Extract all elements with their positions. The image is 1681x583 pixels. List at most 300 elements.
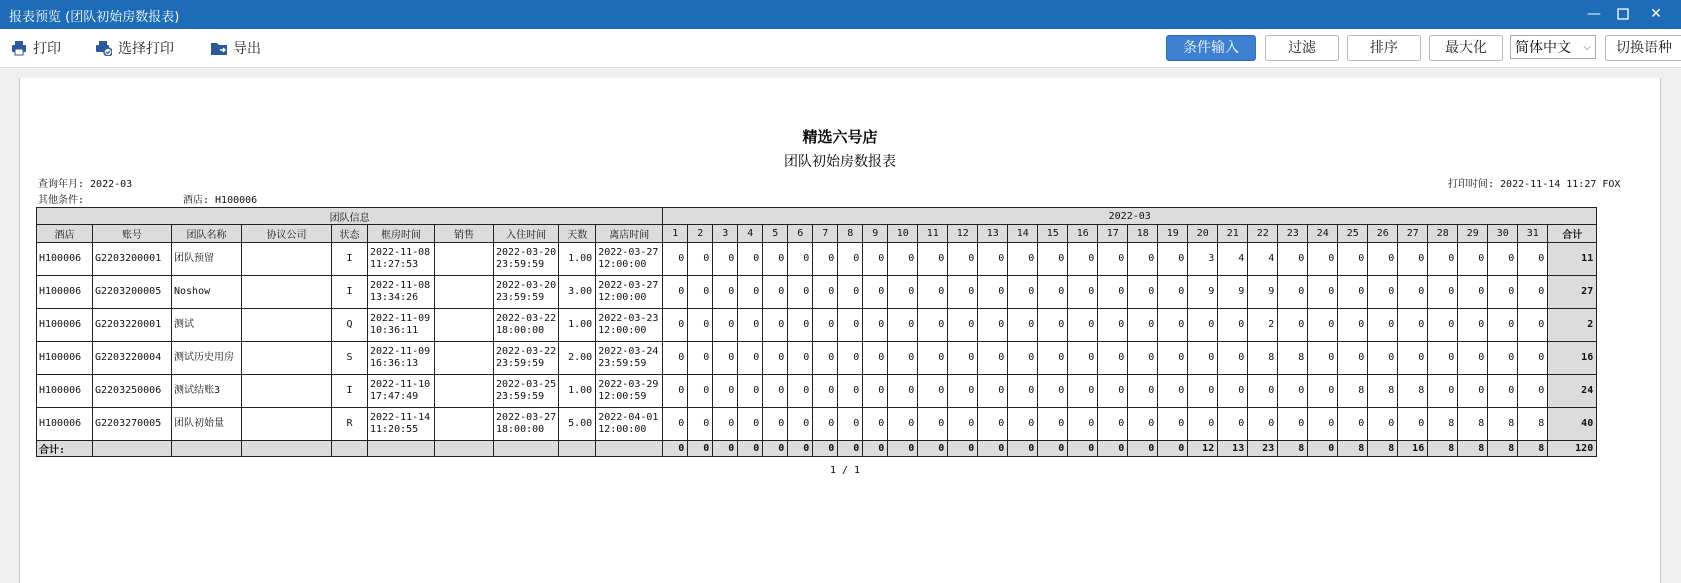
arrival-time-cell (494, 408, 559, 441)
group-info-header: 团队信息 (37, 208, 663, 225)
filter-button[interactable]: 过滤 (1265, 35, 1339, 61)
column-header: 销售 (435, 225, 494, 243)
day-value-cell: 0 (763, 342, 788, 375)
day-value-cell: 0 (1068, 408, 1098, 441)
arrival-time: 23:59:59 (496, 259, 545, 270)
days-cell: 1.00 (559, 309, 596, 342)
sum-day-cell: 0 (863, 441, 888, 457)
toolbar (0, 29, 1681, 68)
day-value-cell: 0 (713, 375, 738, 408)
day-value-cell: 0 (918, 309, 948, 342)
sum-day-cell: 0 (1308, 441, 1338, 457)
day-value-cell: 0 (1428, 309, 1458, 342)
day-value-cell: 0 (1128, 408, 1158, 441)
day-column-header: 3 (713, 225, 738, 243)
day-column-header: 21 (1218, 225, 1248, 243)
day-value-cell: 0 (838, 342, 863, 375)
column-header: 账号 (93, 225, 172, 243)
total-column-header: 合计 (1548, 225, 1597, 243)
day-value-cell: 0 (1158, 375, 1188, 408)
day-column-header: 14 (1008, 225, 1038, 243)
arrival-date: 2022-03-22 (496, 313, 557, 324)
column-header: 天数 (559, 225, 596, 243)
day-value-cell: 0 (1008, 276, 1038, 309)
account-cell: G2203220004 (93, 342, 172, 375)
day-column-header: 23 (1278, 225, 1308, 243)
day-value-cell: 0 (948, 276, 978, 309)
sum-day-cell: 8 (1278, 441, 1308, 457)
day-value-cell: 0 (788, 243, 813, 276)
day-value-cell: 0 (1338, 309, 1368, 342)
day-value-cell: 0 (738, 276, 763, 309)
day-value-cell: 0 (838, 309, 863, 342)
arrival-time: 18:00:00 (496, 424, 545, 435)
day-value-cell: 0 (1308, 375, 1338, 408)
day-value-cell: 0 (888, 342, 918, 375)
day-value-cell: 0 (863, 375, 888, 408)
other-conditions: 其他条件: (38, 195, 85, 206)
table-row (37, 408, 1597, 441)
condition-input-button[interactable]: 条件输入 (1166, 35, 1256, 61)
arrival-time-cell (494, 243, 559, 276)
day-value-cell: 0 (1188, 408, 1218, 441)
hotel-cell: H100006 (37, 276, 93, 309)
day-value-cell: 0 (738, 243, 763, 276)
day-value-cell: 0 (948, 375, 978, 408)
day-value-cell: 0 (663, 342, 688, 375)
company-cell (242, 342, 332, 375)
block-date: 2022-11-08 (370, 280, 431, 291)
hotel-cell: H100006 (37, 342, 93, 375)
arrival-time-cell (494, 276, 559, 309)
sum-day-cell: 0 (838, 441, 863, 457)
day-value-cell: 0 (1398, 309, 1428, 342)
arrival-time-cell (494, 309, 559, 342)
row-total-cell: 40 (1548, 408, 1597, 441)
day-value-cell: 0 (838, 276, 863, 309)
sum-day-cell: 0 (788, 441, 813, 457)
day-value-cell: 0 (1128, 375, 1158, 408)
block-time: 11:20:55 (370, 424, 419, 435)
day-value-cell: 0 (1158, 309, 1188, 342)
day-value-cell: 0 (918, 408, 948, 441)
day-value-cell: 0 (1128, 309, 1158, 342)
table-row (37, 342, 1597, 375)
month-header: 2022-03 (663, 208, 1597, 225)
day-value-cell: 0 (838, 243, 863, 276)
report-title: 团队初始房数报表 (784, 154, 896, 170)
column-header: 入住时间 (494, 225, 559, 243)
day-column-header: 5 (763, 225, 788, 243)
select-print-label: 选择打印 (118, 41, 174, 57)
day-value-cell: 8 (1248, 342, 1278, 375)
day-value-cell: 0 (1368, 408, 1398, 441)
account-cell: G2203270005 (93, 408, 172, 441)
day-value-cell: 8 (1278, 342, 1308, 375)
day-column-header: 16 (1068, 225, 1098, 243)
day-value-cell: 0 (763, 243, 788, 276)
status-cell: S (332, 342, 368, 375)
day-value-cell: 0 (978, 276, 1008, 309)
switch-language-button[interactable]: 切换语种 (1605, 35, 1681, 61)
company-cell (242, 408, 332, 441)
sum-empty-cell (332, 441, 368, 457)
day-value-cell: 0 (1458, 375, 1488, 408)
day-value-cell: 0 (1458, 309, 1488, 342)
export-label: 导出 (233, 41, 261, 57)
maximize-icon[interactable] (1612, 3, 1634, 25)
departure-time-cell (596, 243, 663, 276)
day-value-cell: 0 (663, 408, 688, 441)
day-value-cell: 0 (813, 276, 838, 309)
row-total-cell: 11 (1548, 243, 1597, 276)
day-value-cell: 9 (1218, 276, 1248, 309)
close-icon[interactable]: ✕ (1650, 6, 1662, 22)
group-name-cell: 测试 (172, 309, 242, 342)
block-date: 2022-11-14 (370, 412, 431, 423)
day-value-cell: 2 (1248, 309, 1278, 342)
report-paper (19, 78, 1661, 583)
hotel-cell: H100006 (37, 375, 93, 408)
status-cell: I (332, 243, 368, 276)
day-value-cell: 0 (1428, 276, 1458, 309)
day-value-cell: 0 (1458, 276, 1488, 309)
day-value-cell: 0 (1218, 375, 1248, 408)
column-header: 离店时间 (596, 225, 663, 243)
day-value-cell: 0 (1188, 375, 1218, 408)
day-value-cell: 8 (1428, 408, 1458, 441)
print-label: 打印 (33, 41, 61, 57)
block-time-cell (368, 342, 435, 375)
sum-day-cell: 0 (1068, 441, 1098, 457)
departure-time-cell (596, 276, 663, 309)
group-name-cell: 团队初始量 (172, 408, 242, 441)
day-value-cell: 0 (763, 408, 788, 441)
day-column-header: 31 (1518, 225, 1548, 243)
arrival-date: 2022-03-27 (496, 412, 557, 423)
row-total-cell: 2 (1548, 309, 1597, 342)
day-value-cell: 9 (1188, 276, 1218, 309)
maximize-button[interactable]: 最大化 (1429, 35, 1503, 61)
sum-day-cell: 16 (1398, 441, 1428, 457)
day-value-cell: 0 (838, 375, 863, 408)
block-time: 17:47:49 (370, 391, 419, 402)
day-value-cell: 0 (888, 276, 918, 309)
block-time-cell (368, 276, 435, 309)
day-value-cell: 0 (1128, 276, 1158, 309)
arrival-date: 2022-03-25 (496, 379, 557, 390)
day-value-cell: 0 (1248, 408, 1278, 441)
status-cell: Q (332, 309, 368, 342)
departure-date: 2022-03-24 (598, 346, 659, 357)
print-time: 打印时间: 2022-11-14 11:27 FOX (1448, 179, 1621, 190)
sort-button[interactable]: 排序 (1347, 35, 1421, 61)
day-value-cell: 0 (713, 342, 738, 375)
arrival-time: 23:59:59 (496, 292, 545, 303)
sum-day-cell: 0 (763, 441, 788, 457)
sum-day-cell: 0 (688, 441, 713, 457)
day-value-cell: 0 (663, 243, 688, 276)
days-cell: 3.00 (559, 276, 596, 309)
sum-day-cell: 0 (813, 441, 838, 457)
day-value-cell: 4 (1248, 243, 1278, 276)
day-value-cell: 0 (1488, 342, 1518, 375)
day-value-cell: 0 (978, 243, 1008, 276)
day-column-header: 13 (978, 225, 1008, 243)
departure-time-cell (596, 309, 663, 342)
day-value-cell: 0 (1068, 342, 1098, 375)
day-value-cell: 0 (1068, 276, 1098, 309)
day-value-cell: 0 (1398, 408, 1428, 441)
sum-day-cell: 0 (738, 441, 763, 457)
departure-time: 12:00:00 (598, 325, 647, 336)
day-value-cell: 0 (1038, 309, 1068, 342)
status-cell: I (332, 276, 368, 309)
day-value-cell: 0 (863, 276, 888, 309)
sum-day-cell: 8 (1428, 441, 1458, 457)
day-column-header: 9 (863, 225, 888, 243)
sales-cell (435, 243, 494, 276)
sum-day-cell: 0 (1128, 441, 1158, 457)
departure-time: 12:00:00 (598, 259, 647, 270)
day-value-cell: 0 (978, 309, 1008, 342)
day-column-header: 6 (788, 225, 813, 243)
company-cell (242, 243, 332, 276)
sales-cell (435, 342, 494, 375)
day-column-header: 24 (1308, 225, 1338, 243)
sum-day-cell: 0 (888, 441, 918, 457)
block-time-cell (368, 243, 435, 276)
day-value-cell: 0 (688, 309, 713, 342)
day-value-cell: 0 (1188, 342, 1218, 375)
day-value-cell: 0 (1278, 243, 1308, 276)
window-title: 报表预览 (团队初始房数报表) (9, 10, 180, 25)
day-value-cell: 0 (1008, 309, 1038, 342)
arrival-date: 2022-03-20 (496, 247, 557, 258)
day-value-cell: 0 (1278, 408, 1308, 441)
day-column-header: 27 (1398, 225, 1428, 243)
day-value-cell: 0 (1458, 243, 1488, 276)
sum-empty-cell (559, 441, 596, 457)
arrival-time-cell (494, 342, 559, 375)
language-select[interactable] (1510, 35, 1596, 59)
day-value-cell: 0 (948, 309, 978, 342)
select-print-button[interactable] (96, 38, 174, 58)
day-value-cell: 0 (788, 342, 813, 375)
query-month: 查询年月: 2022-03 (38, 179, 133, 190)
day-value-cell: 0 (1308, 276, 1338, 309)
sum-day-cell: 23 (1248, 441, 1278, 457)
day-value-cell: 0 (1218, 309, 1248, 342)
select-print-icon (96, 40, 112, 56)
sum-empty-cell (172, 441, 242, 457)
account-cell: G2203200001 (93, 243, 172, 276)
day-value-cell: 0 (918, 243, 948, 276)
day-value-cell: 0 (978, 342, 1008, 375)
sum-total-cell: 120 (1548, 441, 1597, 457)
status-cell: R (332, 408, 368, 441)
sum-row (37, 441, 1597, 457)
day-value-cell: 0 (918, 342, 948, 375)
day-value-cell: 0 (788, 309, 813, 342)
block-time-cell (368, 309, 435, 342)
column-header: 框房时间 (368, 225, 435, 243)
day-column-header: 11 (918, 225, 948, 243)
day-value-cell: 0 (1038, 408, 1068, 441)
day-value-cell: 0 (1458, 342, 1488, 375)
day-value-cell: 0 (1038, 276, 1068, 309)
day-column-header: 17 (1098, 225, 1128, 243)
day-value-cell: 0 (788, 375, 813, 408)
day-value-cell: 0 (688, 375, 713, 408)
day-value-cell: 0 (738, 309, 763, 342)
day-value-cell: 0 (663, 276, 688, 309)
day-value-cell: 0 (813, 408, 838, 441)
day-value-cell: 0 (788, 276, 813, 309)
departure-date: 2022-03-27 (598, 280, 659, 291)
sum-day-cell: 8 (1518, 441, 1548, 457)
day-value-cell: 0 (948, 342, 978, 375)
day-value-cell: 0 (1308, 243, 1338, 276)
day-value-cell: 0 (1068, 243, 1098, 276)
departure-date: 2022-03-27 (598, 247, 659, 258)
block-time: 10:36:11 (370, 325, 419, 336)
print-button[interactable] (11, 38, 61, 58)
day-column-header: 12 (948, 225, 978, 243)
report-table (36, 207, 1597, 457)
hotel-cell: H100006 (37, 309, 93, 342)
sum-empty-cell (93, 441, 172, 457)
day-value-cell: 0 (688, 408, 713, 441)
column-header: 协议公司 (242, 225, 332, 243)
sum-empty-cell (435, 441, 494, 457)
account-cell: G2203200005 (93, 276, 172, 309)
day-value-cell: 0 (888, 309, 918, 342)
day-column-header: 8 (838, 225, 863, 243)
company-cell (242, 375, 332, 408)
column-header: 状态 (332, 225, 368, 243)
export-button[interactable] (211, 38, 261, 58)
arrival-time: 18:00:00 (496, 325, 545, 336)
departure-time-cell (596, 375, 663, 408)
day-value-cell: 0 (1158, 342, 1188, 375)
day-value-cell: 0 (863, 309, 888, 342)
sum-day-cell: 0 (978, 441, 1008, 457)
day-value-cell: 0 (1098, 243, 1128, 276)
departure-time-cell (596, 342, 663, 375)
sum-day-cell: 8 (1338, 441, 1368, 457)
day-value-cell: 0 (763, 375, 788, 408)
hotel-cell: H100006 (37, 408, 93, 441)
row-total-cell: 16 (1548, 342, 1597, 375)
day-value-cell: 0 (1008, 375, 1038, 408)
sum-day-cell: 0 (663, 441, 688, 457)
sum-day-cell: 0 (948, 441, 978, 457)
day-value-cell: 8 (1368, 375, 1398, 408)
days-cell: 1.00 (559, 243, 596, 276)
language-select-value: 简体中文 (1515, 40, 1571, 56)
table-row (37, 276, 1597, 309)
hotel-condition: 酒店: H100006 (183, 195, 258, 206)
sum-day-cell: 8 (1368, 441, 1398, 457)
chevron-down-icon: ⌵ (1583, 42, 1591, 53)
day-value-cell: 3 (1188, 243, 1218, 276)
day-value-cell: 8 (1518, 408, 1548, 441)
day-value-cell: 0 (1488, 243, 1518, 276)
block-time-cell (368, 408, 435, 441)
table-row (37, 375, 1597, 408)
day-value-cell: 0 (863, 243, 888, 276)
block-time: 13:34:26 (370, 292, 419, 303)
arrival-date: 2022-03-20 (496, 280, 557, 291)
day-column-header: 29 (1458, 225, 1488, 243)
printer-icon (11, 40, 27, 56)
day-value-cell: 4 (1218, 243, 1248, 276)
day-column-header: 10 (888, 225, 918, 243)
day-column-header: 19 (1158, 225, 1188, 243)
sum-empty-cell (368, 441, 435, 457)
departure-date: 2022-03-29 (598, 379, 659, 390)
day-value-cell: 0 (1098, 342, 1128, 375)
day-value-cell: 0 (978, 375, 1008, 408)
day-column-header: 7 (813, 225, 838, 243)
minimize-icon[interactable]: — (1587, 6, 1601, 22)
day-value-cell: 0 (663, 309, 688, 342)
day-value-cell: 0 (1278, 309, 1308, 342)
day-value-cell: 0 (688, 342, 713, 375)
day-value-cell: 0 (1488, 309, 1518, 342)
day-column-header: 18 (1128, 225, 1158, 243)
day-value-cell: 0 (1278, 276, 1308, 309)
day-column-header: 22 (1248, 225, 1278, 243)
arrival-time-cell (494, 375, 559, 408)
day-value-cell: 0 (1038, 342, 1068, 375)
departure-time: 12:00:00 (598, 292, 647, 303)
days-cell: 1.00 (559, 375, 596, 408)
column-header: 酒店 (37, 225, 93, 243)
day-value-cell: 0 (918, 276, 948, 309)
block-time: 16:36:13 (370, 358, 419, 369)
day-value-cell: 0 (1008, 408, 1038, 441)
day-value-cell: 0 (713, 408, 738, 441)
title-bar (0, 0, 1681, 29)
day-value-cell: 0 (1308, 342, 1338, 375)
day-value-cell: 0 (1488, 276, 1518, 309)
day-value-cell: 0 (1098, 375, 1128, 408)
day-value-cell: 0 (1218, 342, 1248, 375)
day-column-header: 25 (1338, 225, 1368, 243)
departure-time: 12:00:59 (598, 391, 647, 402)
day-value-cell: 0 (1098, 276, 1128, 309)
day-value-cell: 0 (888, 408, 918, 441)
sum-day-cell: 13 (1218, 441, 1248, 457)
sum-day-cell: 0 (1158, 441, 1188, 457)
block-date: 2022-11-08 (370, 247, 431, 258)
day-value-cell: 0 (888, 243, 918, 276)
sales-cell (435, 309, 494, 342)
day-value-cell: 0 (948, 408, 978, 441)
account-cell: G2203220001 (93, 309, 172, 342)
day-value-cell: 8 (1398, 375, 1428, 408)
day-value-cell: 0 (1068, 309, 1098, 342)
sum-day-cell: 0 (713, 441, 738, 457)
hotel-name: 精选六号店 (802, 128, 878, 146)
column-header: 团队名称 (172, 225, 242, 243)
sales-cell (435, 276, 494, 309)
day-value-cell: 0 (1428, 243, 1458, 276)
day-value-cell: 0 (1368, 309, 1398, 342)
sum-day-cell: 0 (918, 441, 948, 457)
